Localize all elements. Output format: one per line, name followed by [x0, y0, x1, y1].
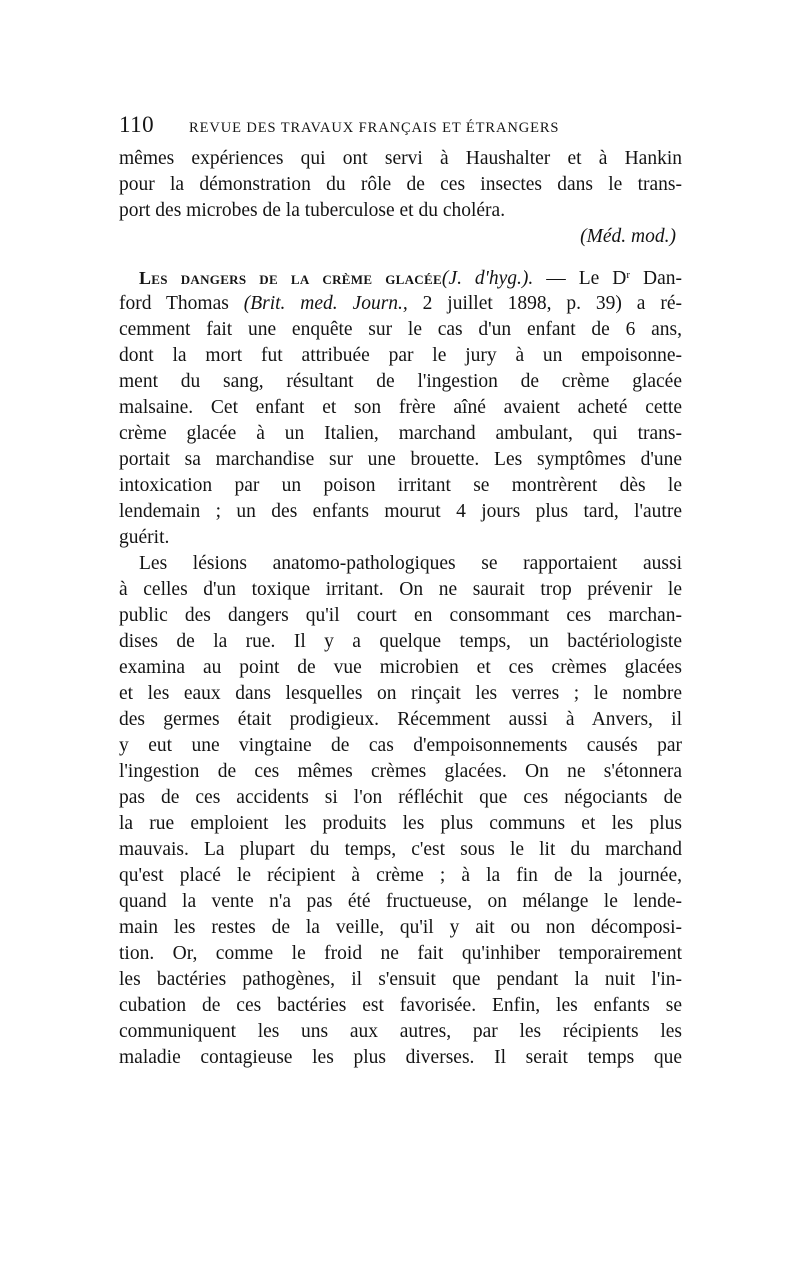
text-line: mêmes expériences qui ont servi à Haushalter et à Hankin — [119, 148, 682, 169]
text-line: cemment fait une enquête sur le cas d'un enfant de 6 ans, — [119, 319, 682, 340]
journal-citation: (Brit. med. Journ., — [243, 293, 408, 314]
text-line: l'ingestion de ces mêmes crèmes glacées. On ne s'étonnera — [119, 761, 682, 782]
text-line: mauvais. La plupart du temps, c'est sous le lit du marchand — [119, 839, 682, 860]
article-paragraph-1 — [119, 265, 682, 551]
continuation-paragraph — [119, 146, 682, 250]
article-title: Les dangers de la crème glacée — [139, 268, 442, 288]
article-second-line — [119, 291, 682, 317]
text-line: Les lésions anatomo-pathologiques se rapportaient aussi — [139, 553, 682, 574]
book-page — [119, 112, 682, 1071]
article-paragraph-2 — [119, 551, 682, 1071]
text-line: examina au point de vue microbien et ces crèmes glacées — [119, 657, 682, 678]
text-fragment: 2 juillet 1898, p. 39) a ré- — [407, 293, 682, 314]
lead-dash: — Le D — [533, 268, 627, 289]
text-line: public des dangers qu'il court en consommant ces marchan- — [119, 605, 682, 626]
page-number: 110 — [119, 112, 155, 137]
text-line: des germes était prodigieux. Récemment aussi à Anvers, il — [119, 709, 682, 730]
text-line: qu'est placé le récipient à crème ; à la fin de la journée, — [119, 865, 682, 886]
source-citation: (Méd. mod.) — [580, 226, 676, 247]
text-line: cubation de ces bactéries est favorisée. Enfin, les enfants se — [119, 995, 682, 1016]
text-line: pour la démonstration du rôle de ces insectes dans le trans- — [119, 174, 682, 195]
text-line: la rue emploient les produits les plus communs et les plus — [119, 813, 682, 834]
text-line: portait sa marchandise sur une brouette. Les symptômes d'une — [119, 449, 682, 470]
text-line: port des microbes de la tuberculose et du choléra. — [119, 200, 506, 221]
running-header — [119, 112, 682, 146]
text-line: crème glacée à un Italien, marchand ambulant, qui trans- — [119, 423, 682, 444]
lead-name: Dan- — [630, 268, 682, 289]
article-first-line — [119, 265, 682, 291]
text-line: dises de la rue. Il y a quelque temps, un bactériologiste — [119, 631, 682, 652]
text-line: y eut une vingtaine de cas d'empoisonnements causés par — [119, 735, 682, 756]
text-line: maladie contagieuse les plus diverses. Il serait temps que — [119, 1047, 682, 1068]
text-line: et les eaux dans lesquelles on rinçait les verres ; le nombre — [119, 683, 682, 704]
text-line: les bactéries pathogènes, il s'ensuit que pendant la nuit l'in- — [119, 969, 682, 990]
text-line: quand la vente n'a pas été fructueuse, on mélange le lende- — [119, 891, 682, 912]
article-source-ref: (J. d'hyg.). — [441, 268, 534, 289]
running-title: REVUE DES TRAVAUX FRANÇAIS ET ÉTRANGERS — [189, 120, 560, 136]
text-line: communiquent les uns aux autres, par les récipients les — [119, 1021, 682, 1042]
text-line: main les restes de la veille, qu'il y ait ou non décomposi- — [119, 917, 682, 938]
text-line: ment du sang, résultant de l'ingestion de crème glacée — [119, 371, 682, 392]
text-line: lendemain ; un des enfants mourut 4 jours plus tard, l'autre — [119, 501, 682, 522]
text-line: à celles d'un toxique irritant. On ne saurait trop prévenir le — [119, 579, 682, 600]
text-line: guérit. — [119, 527, 170, 548]
dr-superscript: r — [626, 269, 631, 281]
text-line: dont la mort fut attribuée par le jury à un empoisonne- — [119, 345, 682, 366]
text-line: malsaine. Cet enfant et son frère aîné avaient acheté cette — [119, 397, 682, 418]
text-line: pas de ces accidents si l'on réfléchit que ces négociants de — [119, 787, 682, 808]
text-line: intoxication par un poison irritant se montrèrent dès le — [119, 475, 682, 496]
text-line: tion. Or, comme le froid ne fait qu'inhiber temporairement — [119, 943, 682, 964]
text-fragment: ford Thomas — [119, 293, 244, 314]
